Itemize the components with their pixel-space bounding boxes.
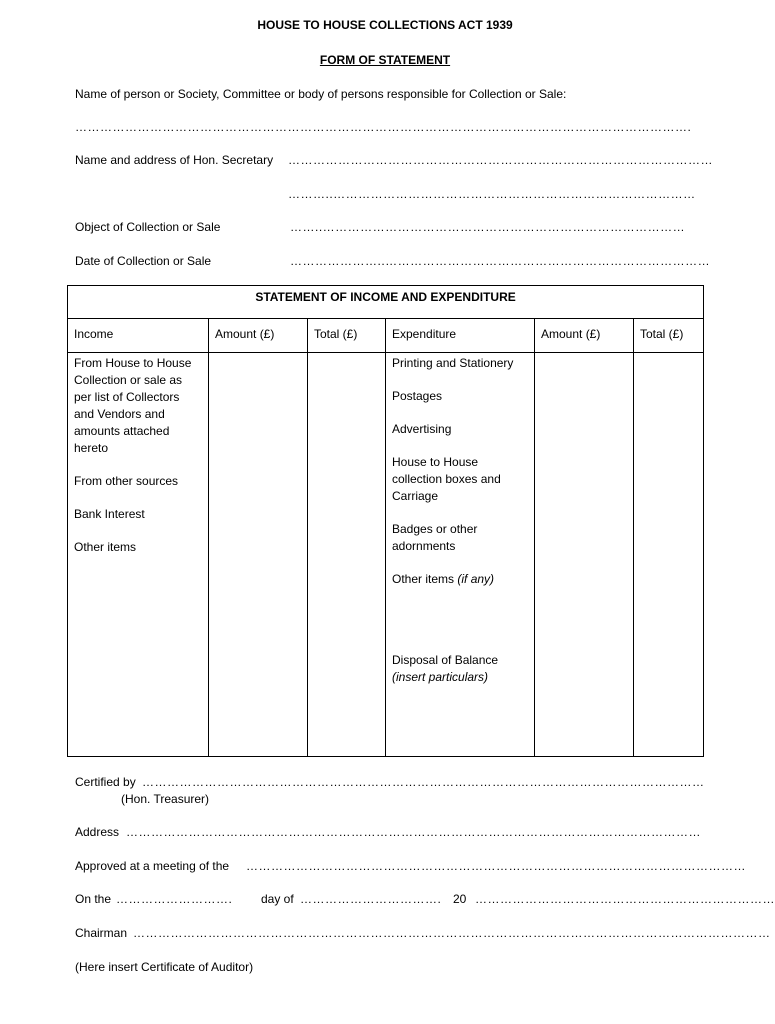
treasurer-label: (Hon. Treasurer) — [121, 792, 210, 806]
certified-field[interactable]: ……………………………………………………………………………………………………………………… — [142, 775, 705, 789]
object-label: Object of Collection or Sale — [75, 220, 221, 234]
statement-title: STATEMENT OF INCOME AND EXPENDITURE — [68, 286, 704, 319]
expenditure-item-advertising: Advertising — [392, 422, 452, 436]
expenditure-item-boxes-2: collection boxes and — [392, 472, 501, 486]
expenditure-item-badges-2: adornments — [392, 539, 456, 553]
column-header-expenditure: Expenditure — [386, 319, 535, 353]
income-item-house-to-house-3: per list of Collectors — [74, 390, 180, 404]
on-the-label: On the — [75, 892, 112, 906]
responsible-field[interactable]: …………………………………………………………………………………………………………………………………. — [75, 120, 692, 134]
income-item-other-sources: From other sources — [74, 474, 179, 488]
address-field[interactable]: ………………………………………………………………………………………………………………………… — [126, 825, 701, 839]
expenditure-item-disposal: Disposal of Balance — [392, 653, 499, 667]
certified-label: Certified by — [75, 775, 136, 789]
expenditure-item-badges-1: Badges or other — [392, 522, 478, 536]
day-of-field[interactable]: ……………………………. — [300, 892, 442, 906]
expenditure-item-printing: Printing and Stationery — [392, 356, 514, 370]
income-item-other-items: Other items — [74, 540, 137, 554]
secretary-address-field[interactable]: ………..…………………………………………………………………………… — [288, 187, 696, 201]
approved-label: Approved at a meeting of the — [75, 859, 230, 873]
column-header-income: Income — [68, 319, 209, 353]
income-items-cell — [68, 353, 209, 757]
expenditure-amount-cell[interactable] — [535, 353, 634, 757]
column-header-expenditure-total: Total (£) — [634, 319, 704, 353]
secretary-field[interactable]: ………………………………………………………………………………………… — [288, 153, 713, 167]
income-amount-cell[interactable] — [209, 353, 308, 757]
year-field[interactable]: ……………………………………………………………… — [475, 892, 775, 906]
chairman-label: Chairman — [75, 926, 128, 940]
column-header-expenditure-amount: Amount (£) — [535, 319, 634, 353]
column-header-income-total: Total (£) — [308, 319, 386, 353]
expenditure-item-boxes-1: House to House — [392, 455, 479, 469]
secretary-label: Name and address of Hon. Secretary — [75, 153, 274, 167]
date-field[interactable]: …………………..…………………………………………………………………… — [290, 254, 711, 268]
income-item-house-to-house-6: hereto — [74, 441, 109, 455]
income-total-cell[interactable] — [308, 353, 386, 757]
expenditure-item-disposal-note: (insert particulars) — [392, 670, 489, 684]
expenditure-item-boxes-3: Carriage — [392, 489, 439, 503]
form-title: FORM OF STATEMENT — [319, 53, 451, 67]
responsible-label: Name of person or Society, Committee or body of persons responsible for Collection or Sale: — [75, 87, 567, 101]
year-prefix: 20 — [453, 892, 467, 906]
expenditure-total-cell[interactable] — [634, 353, 704, 757]
on-the-field[interactable]: ………………………. — [116, 892, 233, 906]
chairman-field[interactable]: ……………………………………………………………………………………………………………………………………… — [133, 926, 771, 940]
day-of-label: day of — [261, 892, 294, 906]
expenditure-items-cell — [386, 353, 535, 757]
income-item-house-to-house-1: From House to House — [74, 356, 192, 370]
expenditure-other-items-label: Other items — [392, 572, 455, 586]
income-item-house-to-house-5: amounts attached — [74, 424, 170, 438]
expenditure-other-items-note: (if any) — [457, 572, 495, 586]
auditor-note: (Here insert Certificate of Auditor) — [75, 960, 254, 974]
date-label: Date of Collection or Sale — [75, 254, 212, 268]
column-header-income-amount: Amount (£) — [209, 319, 308, 353]
statement-table — [67, 285, 704, 757]
expenditure-item-other-items — [392, 571, 528, 588]
income-item-bank-interest: Bank Interest — [74, 507, 145, 521]
income-item-house-to-house-2: Collection or sale as — [74, 373, 183, 387]
address-label: Address — [75, 825, 120, 839]
expenditure-item-postages: Postages — [392, 389, 443, 403]
income-item-house-to-house-4: and Vendors and — [74, 407, 165, 421]
act-title: HOUSE TO HOUSE COLLECTIONS ACT 1939 — [257, 18, 513, 32]
approved-field[interactable]: ………………………………………………………………………………………………………… — [246, 859, 746, 873]
object-field[interactable]: ……..…………………………………………………………………………… — [290, 220, 686, 234]
